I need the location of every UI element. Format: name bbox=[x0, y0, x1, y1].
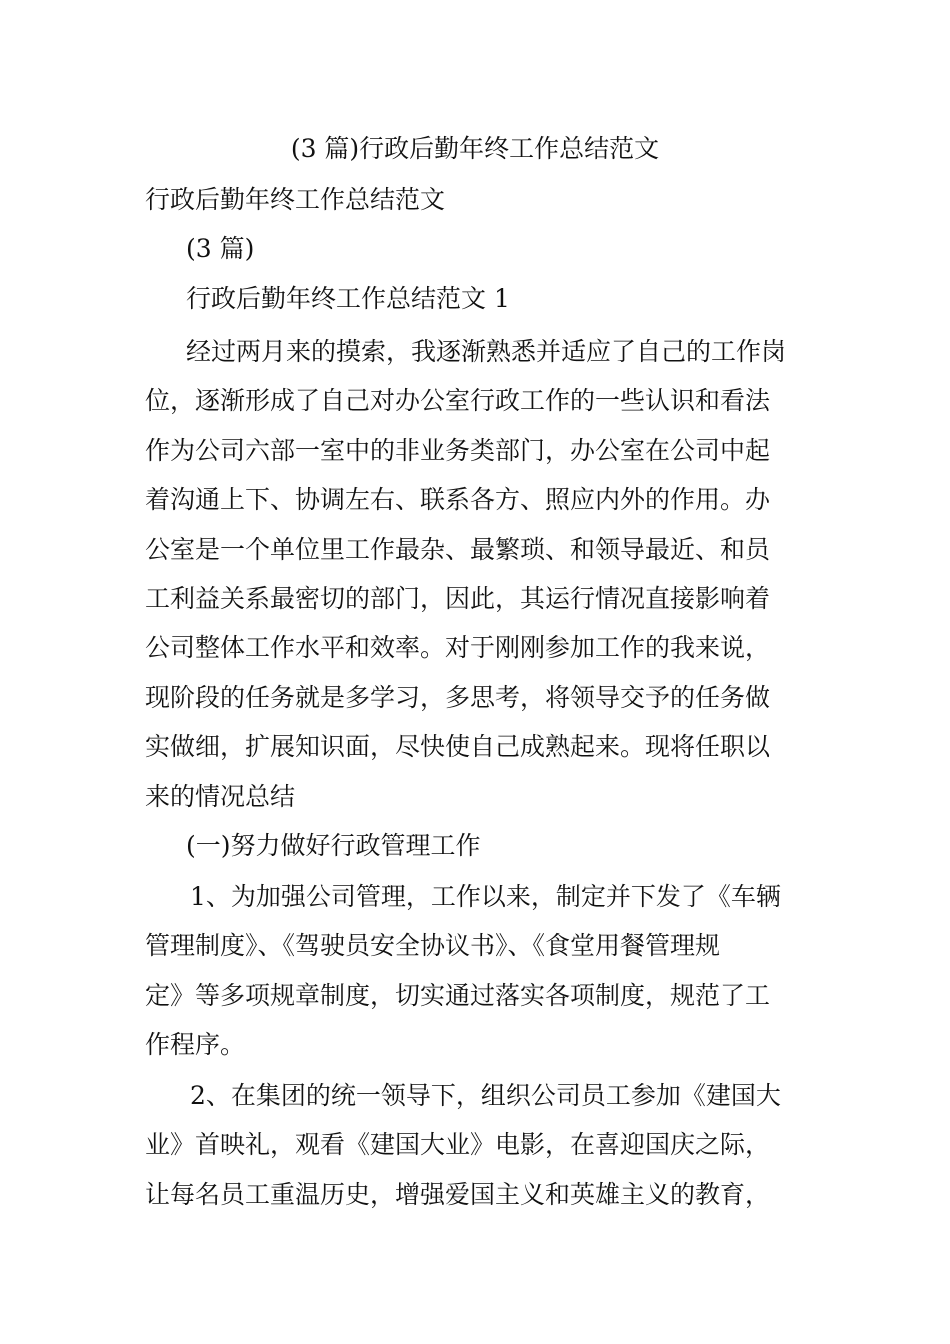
paragraph-intro bbox=[145, 327, 807, 821]
paragraph-line: 公室是一个单位里工作最杂、最繁琐、和领导最近、和员 bbox=[145, 534, 771, 564]
paragraph-line: 实做细，扩展知识面，尽快使自己成熟起来。现将任职以 bbox=[145, 732, 771, 762]
paragraph-line: 位，逐渐形成了自己对办公室行政工作的一些认识和看法 bbox=[145, 386, 771, 416]
list-item-line: 作程序。 bbox=[145, 1030, 246, 1060]
paragraph-line: 经过两月来的摸索，我逐渐熟悉并适应了自己的工作岗 bbox=[186, 337, 787, 366]
list-item-line: 管理制度》、《驾驶员安全协议书》、《食堂用餐管理规 bbox=[145, 931, 721, 961]
list-item-line: 业》首映礼，观看《建国大业》电影，在喜迎国庆之际， bbox=[145, 1130, 771, 1160]
paragraph-line: 现阶段的任务就是多学习，多思考，将领导交予的任务做 bbox=[145, 682, 771, 712]
list-item-line: 1、为加强公司管理，工作以来，制定并下发了《车辆 bbox=[190, 882, 781, 911]
paragraph-line: 来的情况总结 bbox=[145, 781, 296, 811]
list-item-2 bbox=[145, 1071, 807, 1219]
list-item-line: 定》等多项规章制度，切实通过落实各项制度，规范了工 bbox=[145, 980, 771, 1010]
section-heading: 行政后勤年终工作总结范文 1 bbox=[186, 284, 510, 313]
list-item-line: 2、在集团的统一领导下，组织公司员工参加《建国大 bbox=[190, 1081, 781, 1110]
paragraph-line: 公司整体工作水平和效率。对于刚刚参加工作的我来说， bbox=[145, 633, 771, 663]
paragraph-line: 工利益关系最密切的部门，因此，其运行情况直接影响着 bbox=[145, 583, 771, 613]
document-subtitle: 行政后勤年终工作总结范文 bbox=[145, 185, 446, 214]
paragraph-line: 作为公司六部一室中的非业务类部门，办公室在公司中起 bbox=[145, 435, 771, 465]
paragraph-line: 着沟通上下、协调左右、联系各方、照应内外的作用。办 bbox=[145, 485, 771, 515]
document-title: (3 篇)行政后勤年终工作总结范文 bbox=[290, 134, 660, 163]
subheading-administration: (一)努力做好行政管理工作 bbox=[186, 831, 481, 860]
article-count: (3 篇) bbox=[186, 234, 255, 263]
list-item-line: 让每名员工重温历史，增强爱国主义和英雄主义的教育， bbox=[145, 1179, 771, 1209]
list-item-1 bbox=[145, 872, 807, 1070]
